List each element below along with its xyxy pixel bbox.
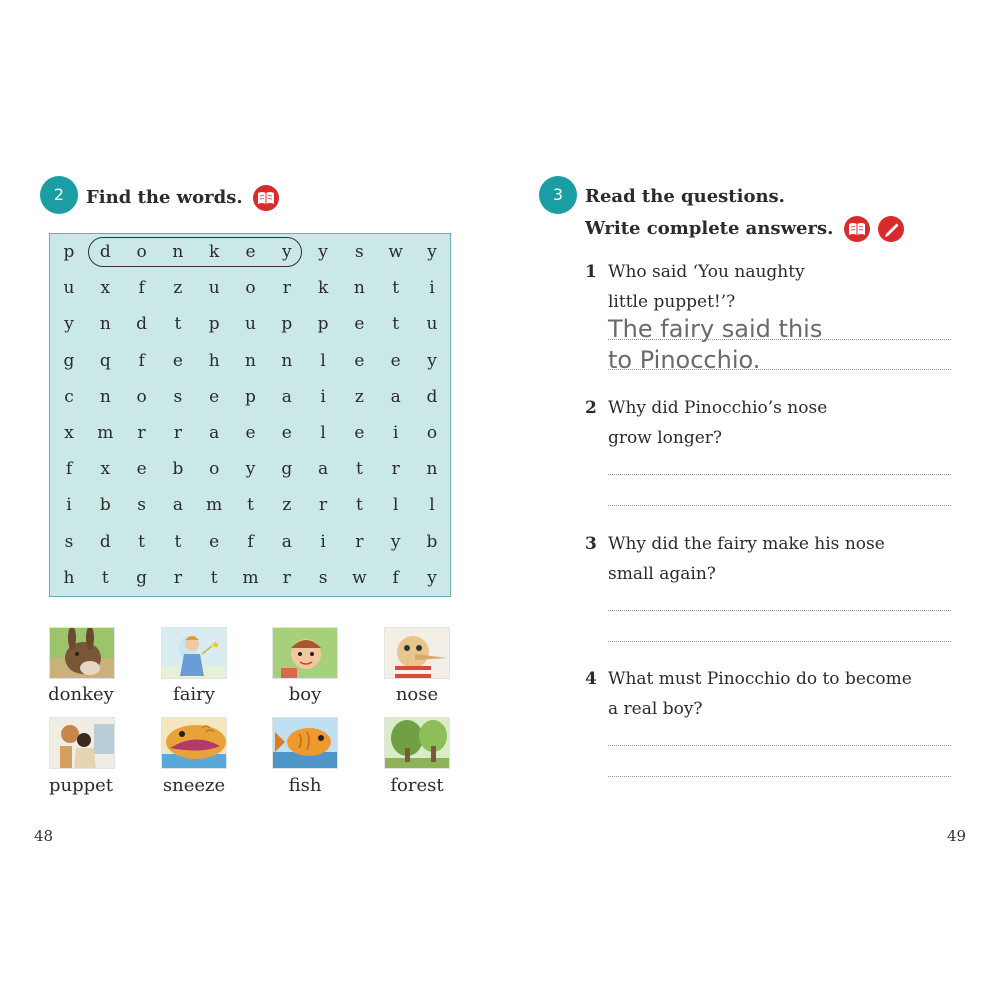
answer-text[interactable]: The fairy said this — [608, 315, 823, 343]
question-number: 1 — [585, 262, 597, 282]
grid-letter[interactable]: a — [209, 423, 220, 443]
grid-letter[interactable]: t — [101, 567, 109, 588]
book-icon — [844, 216, 870, 242]
section-heading-line1: Read the questions. — [585, 186, 785, 207]
grid-letter[interactable]: x — [100, 459, 111, 480]
answer-line[interactable] — [608, 745, 951, 746]
grid-letter[interactable]: x — [64, 423, 74, 443]
grid-letter[interactable]: t — [210, 567, 218, 588]
grid-letter[interactable]: f — [392, 567, 399, 588]
pencil-icon — [878, 216, 904, 242]
grid-letter[interactable]: d — [426, 386, 438, 407]
grid-letter[interactable]: i — [392, 423, 399, 443]
answer-line[interactable] — [608, 610, 951, 611]
grid-letter[interactable]: p — [281, 314, 293, 335]
page-number-right: 49 — [947, 827, 967, 845]
picture-label: sneeze — [162, 775, 226, 796]
picture-label: puppet — [48, 775, 114, 796]
answer-line[interactable] — [608, 505, 951, 506]
grid-letter[interactable]: i — [320, 531, 326, 552]
grid-letter[interactable]: r — [282, 567, 291, 588]
grid-letter[interactable]: w — [388, 242, 403, 262]
heading-text: Write complete answers. — [585, 218, 834, 239]
grid-letter[interactable]: d — [136, 314, 148, 335]
grid-letter[interactable]: y — [245, 459, 256, 480]
grid-letter[interactable]: s — [137, 495, 146, 516]
grid-letter[interactable]: e — [136, 459, 147, 480]
grid-letter[interactable]: u — [63, 278, 75, 299]
answer-text[interactable]: to Pinocchio. — [608, 346, 761, 374]
grid-letter[interactable]: o — [136, 386, 147, 407]
grid-letter[interactable]: b — [426, 531, 438, 552]
grid-letter[interactable]: f — [65, 459, 73, 480]
grid-letter[interactable]: b — [172, 459, 184, 480]
grid-letter[interactable]: z — [282, 495, 292, 516]
question-text: small again? — [608, 564, 716, 584]
grid-letter[interactable]: m — [242, 567, 259, 588]
section-number-badge: 3 — [539, 176, 577, 214]
picture-label: boy — [288, 684, 322, 705]
grid-letter[interactable]: t — [355, 459, 363, 480]
page-number-left: 48 — [34, 827, 54, 845]
question-text: a real boy? — [608, 699, 703, 719]
grid-letter[interactable]: k — [209, 242, 220, 262]
grid-letter[interactable]: e — [245, 423, 256, 443]
grid-letter[interactable]: r — [391, 459, 400, 480]
grid-letter[interactable]: p — [63, 242, 75, 262]
answer-line[interactable] — [608, 641, 951, 642]
answer-line[interactable] — [608, 369, 951, 370]
grid-letter[interactable]: n — [353, 278, 365, 299]
grid-letter[interactable]: z — [354, 386, 364, 407]
grid-letter[interactable]: y — [281, 242, 292, 262]
grid-letter[interactable]: e — [209, 386, 220, 407]
picture-label: forest — [390, 775, 444, 796]
question-text: What must Pinocchio do to become — [608, 669, 912, 689]
question-text: grow longer? — [608, 428, 723, 448]
grid-letter[interactable]: y — [427, 350, 437, 371]
grid-letter[interactable]: p — [208, 314, 220, 335]
donkey-picture — [49, 627, 115, 679]
grid-letter[interactable]: d — [99, 531, 111, 552]
grid-letter[interactable]: y — [427, 567, 437, 588]
grid-letter[interactable]: e — [245, 242, 256, 262]
grid-letter[interactable]: n — [172, 242, 184, 262]
grid-letter[interactable]: s — [355, 242, 364, 262]
puppet-picture — [49, 717, 115, 769]
answer-line[interactable] — [608, 474, 951, 475]
section-heading — [86, 185, 279, 211]
grid-letter[interactable]: c — [64, 386, 74, 407]
grid-letter[interactable]: l — [320, 423, 326, 443]
word-search-letters — [50, 234, 450, 596]
grid-letter[interactable]: n — [426, 459, 438, 480]
question-text: Why did Pinocchio’s nose — [608, 398, 828, 418]
picture-label: nose — [395, 684, 439, 705]
grid-letter[interactable]: k — [317, 278, 329, 299]
section-heading-line2 — [585, 216, 904, 242]
grid-letter[interactable]: a — [318, 459, 329, 480]
grid-letter[interactable]: t — [174, 531, 182, 552]
grid-letter[interactable]: r — [173, 567, 182, 588]
grid-letter[interactable]: r — [282, 278, 291, 299]
grid-letter[interactable]: q — [99, 350, 111, 371]
grid-letter[interactable]: p — [317, 314, 329, 335]
grid-letter[interactable]: d — [99, 242, 111, 262]
grid-letter[interactable]: a — [281, 531, 292, 552]
grid-letter[interactable]: e — [172, 350, 183, 371]
grid-letter[interactable]: t — [247, 495, 254, 516]
grid-letter[interactable]: y — [390, 531, 401, 552]
grid-letter[interactable]: b — [99, 495, 111, 516]
svg-text:★: ★ — [211, 640, 220, 651]
answer-line[interactable] — [608, 339, 951, 340]
grid-letter[interactable]: r — [137, 423, 146, 443]
grid-letter[interactable]: a — [281, 386, 292, 407]
boy-picture — [272, 627, 338, 679]
grid-letter[interactable]: s — [64, 531, 74, 552]
grid-letter[interactable]: m — [97, 423, 114, 443]
grid-letter[interactable]: e — [354, 350, 365, 371]
grid-letter[interactable]: f — [138, 278, 145, 299]
grid-letter[interactable]: g — [281, 459, 293, 480]
grid-letter[interactable]: p — [245, 386, 256, 407]
picture-label: fairy — [173, 684, 215, 705]
grid-letter[interactable]: n — [281, 350, 293, 371]
grid-letter[interactable]: t — [392, 314, 400, 335]
grid-letter[interactable]: w — [352, 567, 367, 588]
grid-letter[interactable]: h — [63, 567, 75, 588]
grid-letter[interactable]: z — [173, 278, 183, 299]
grid-letter[interactable]: r — [355, 531, 364, 552]
word-search-grid — [49, 233, 451, 597]
grid-letter[interactable]: o — [245, 278, 256, 299]
answer-line[interactable] — [608, 776, 951, 777]
grid-letter[interactable]: u — [208, 278, 220, 299]
heading-text: Find the words. — [86, 187, 243, 208]
question-number: 4 — [585, 669, 597, 689]
grid-letter[interactable]: n — [245, 350, 256, 371]
grid-letter[interactable]: g — [63, 350, 75, 371]
grid-letter[interactable]: i — [320, 386, 326, 407]
grid-letter[interactable]: m — [206, 495, 223, 516]
grid-letter[interactable]: t — [355, 495, 363, 516]
question-text: Why did the fairy make his nose — [608, 534, 885, 554]
grid-letter[interactable]: r — [173, 423, 182, 443]
grid-letter[interactable]: y — [427, 242, 437, 262]
picture-label: donkey — [48, 684, 114, 705]
grid-letter[interactable]: t — [392, 278, 400, 299]
grid-letter[interactable]: e — [354, 314, 365, 335]
grid-letter[interactable]: l — [392, 495, 399, 516]
grid-letter[interactable]: o — [426, 423, 438, 443]
grid-letter[interactable]: s — [173, 386, 183, 407]
grid-letter[interactable]: r — [319, 495, 328, 516]
grid-letter[interactable]: l — [320, 350, 326, 371]
grid-letter[interactable]: e — [390, 350, 401, 371]
fairy-picture — [161, 627, 227, 679]
grid-letter[interactable]: n — [99, 386, 111, 407]
question-number: 2 — [585, 398, 597, 418]
fish-picture — [272, 717, 338, 769]
grid-letter[interactable]: o — [136, 242, 147, 262]
circled-word-donkey — [88, 237, 302, 267]
grid-letter[interactable]: i — [429, 278, 435, 299]
grid-letter[interactable]: o — [209, 459, 220, 480]
grid-letter[interactable]: e — [281, 423, 292, 443]
question-number: 3 — [585, 534, 597, 554]
grid-letter[interactable]: a — [390, 386, 401, 407]
section-number-badge: 2 — [40, 176, 78, 214]
sneeze-picture — [161, 717, 227, 769]
grid-letter[interactable]: l — [429, 495, 435, 516]
grid-letter[interactable]: t — [174, 314, 182, 335]
grid-letter[interactable]: n — [99, 314, 111, 335]
grid-letter[interactable]: e — [354, 423, 365, 443]
grid-letter[interactable]: g — [136, 567, 148, 588]
forest-picture — [384, 717, 450, 769]
question-text: little puppet!’? — [608, 292, 736, 312]
grid-letter[interactable]: t — [138, 531, 146, 552]
grid-letter[interactable]: f — [138, 350, 145, 371]
grid-letter[interactable]: y — [318, 242, 328, 262]
grid-letter[interactable]: x — [100, 278, 111, 299]
grid-letter[interactable]: a — [172, 495, 183, 516]
question-text: Who said ‘You naughty — [608, 262, 805, 282]
grid-letter[interactable]: i — [66, 495, 72, 516]
grid-letter[interactable]: h — [208, 350, 220, 371]
grid-letter[interactable]: u — [245, 314, 256, 335]
grid-letter[interactable]: s — [318, 567, 328, 588]
picture-label: fish — [288, 775, 322, 796]
grid-letter[interactable]: y — [64, 314, 74, 335]
grid-letter[interactable]: u — [426, 314, 438, 335]
book-icon — [253, 185, 279, 211]
nose-picture — [384, 627, 450, 679]
grid-letter[interactable]: f — [247, 531, 254, 552]
grid-letter[interactable]: e — [209, 531, 220, 552]
